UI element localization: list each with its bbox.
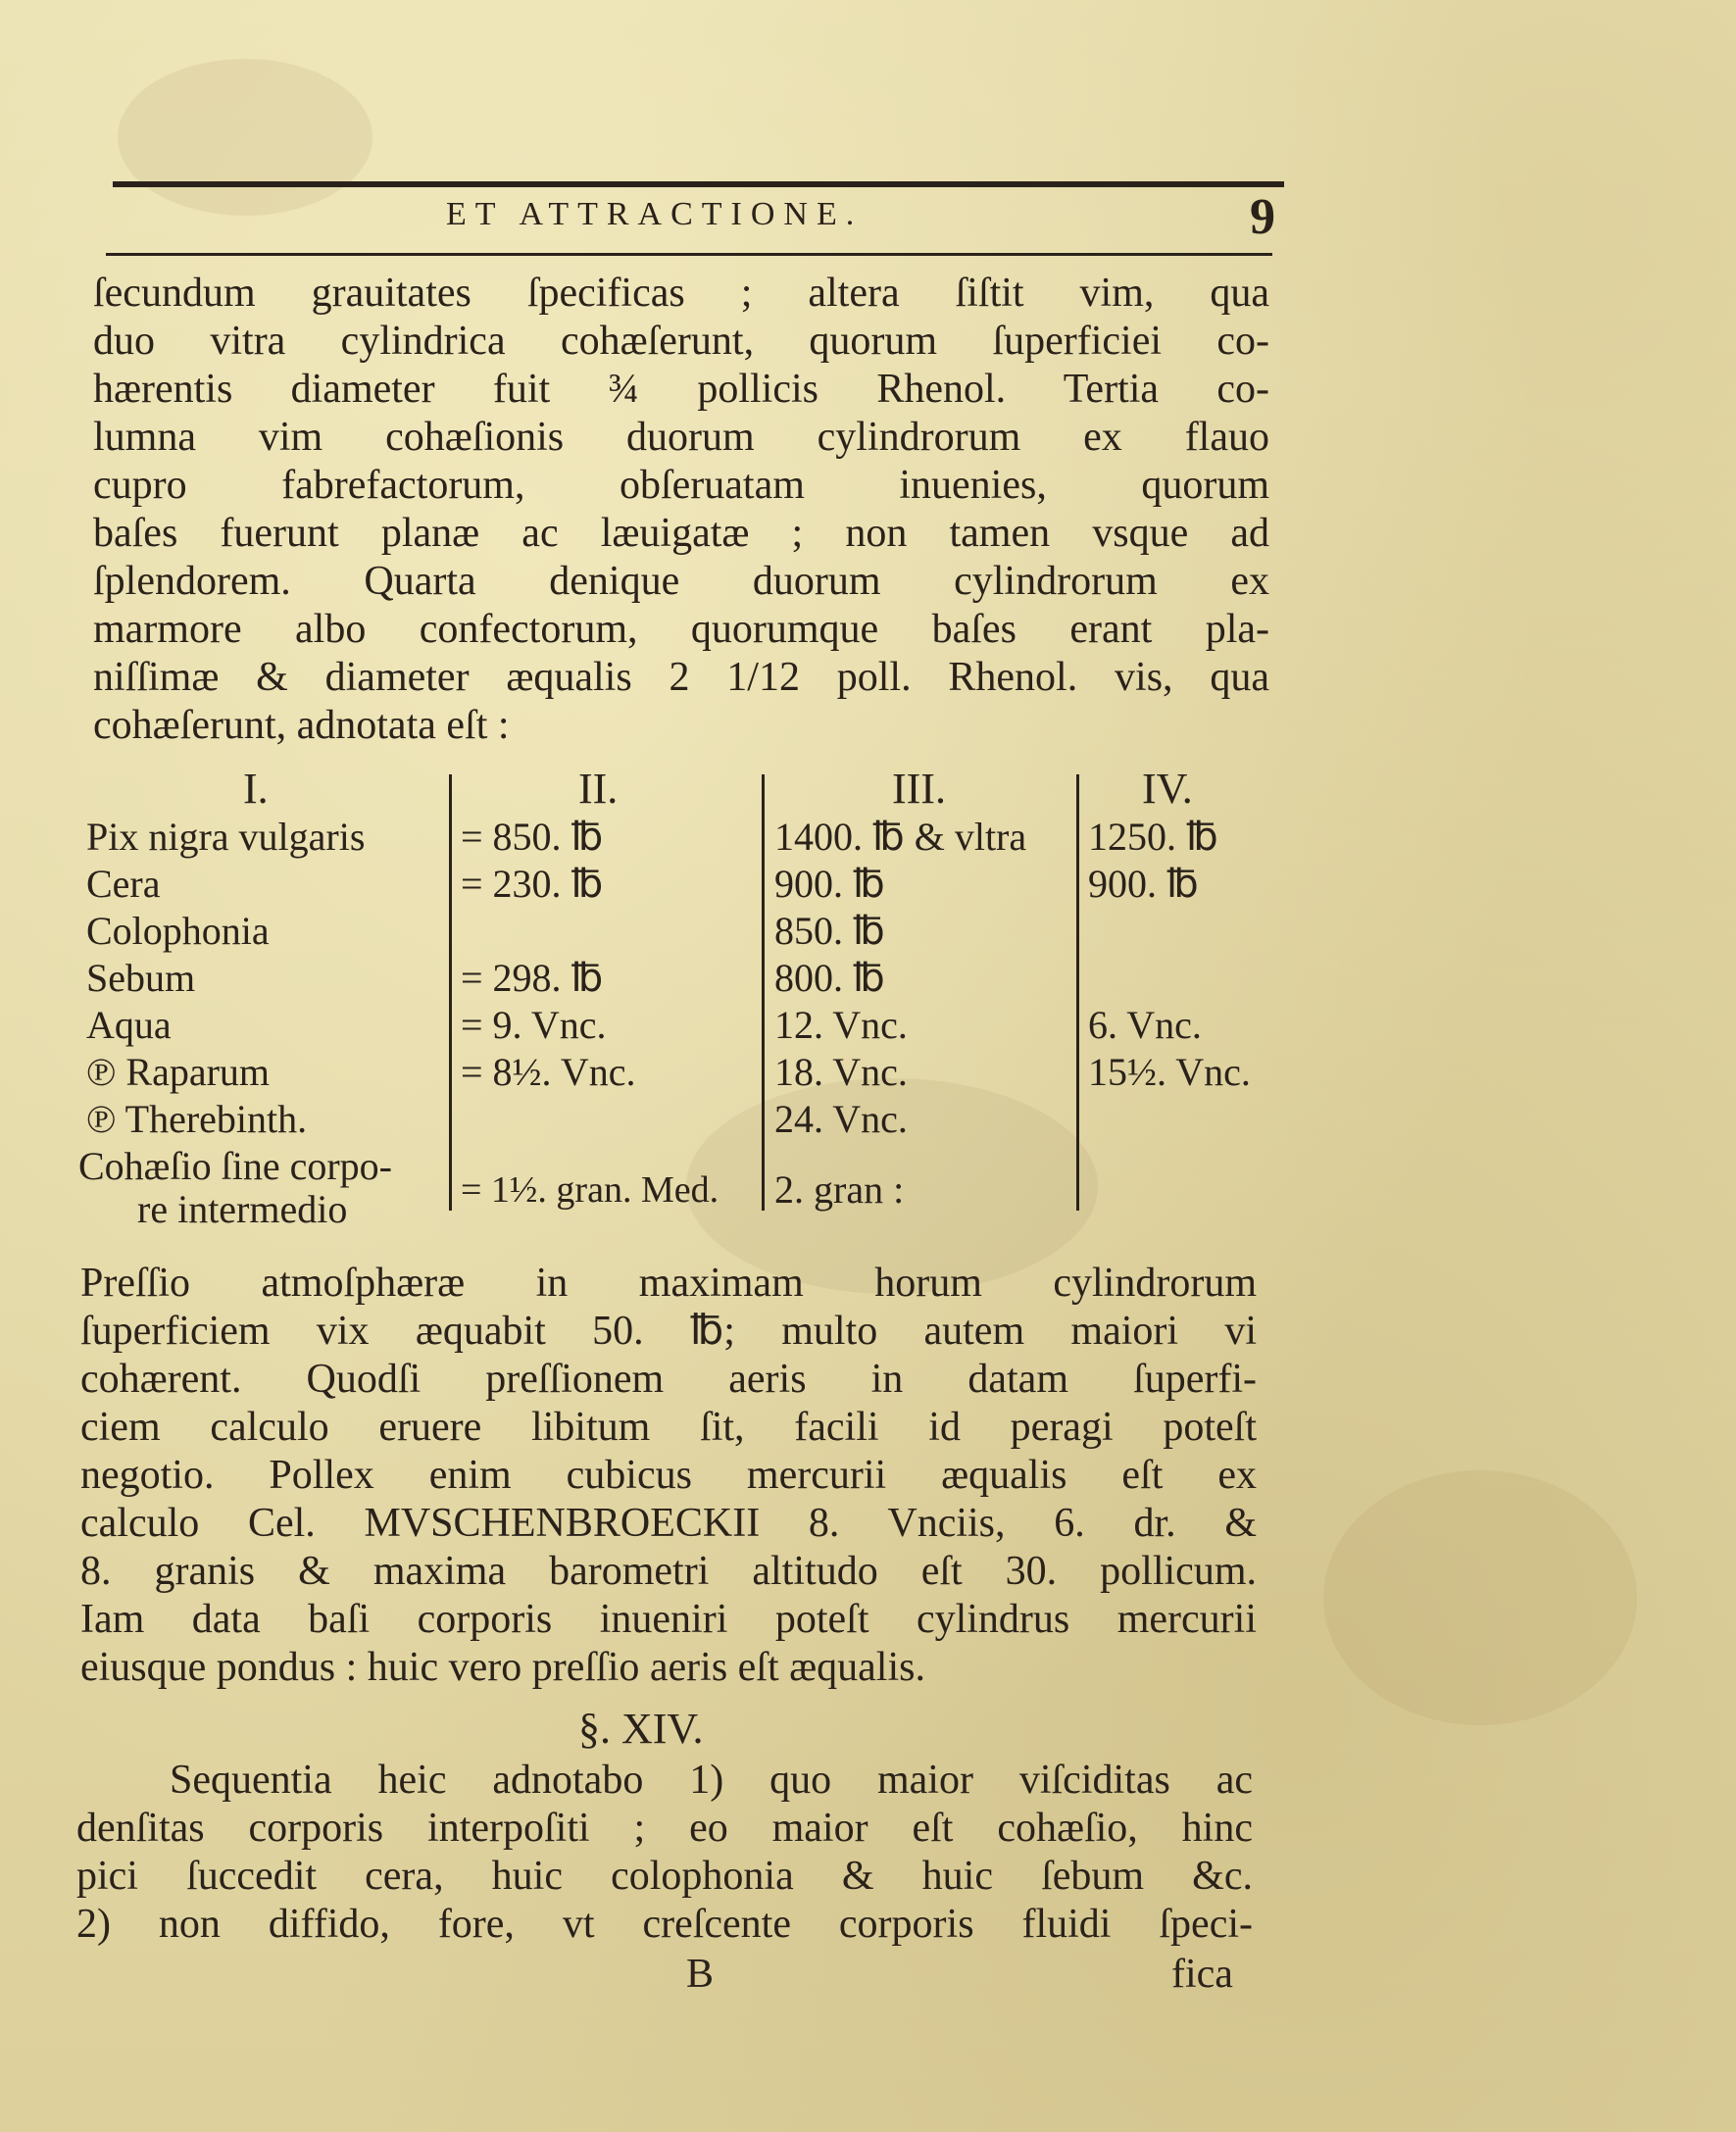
paper-stain <box>118 59 372 216</box>
text-line: calculo Cel. MVSCHENBROECKII 8. Vnciis, 6. dr. & <box>80 1501 1257 1546</box>
table-cell: 2. gran : <box>774 1167 905 1212</box>
section-title: §. XIV. <box>578 1705 704 1753</box>
table-cell: Aqua <box>86 1003 172 1047</box>
table-cell: = 298. ℔ <box>461 956 604 1000</box>
table-cell: Cera <box>86 862 161 906</box>
paragraph-1 <box>93 270 1269 750</box>
header-bottom-rule <box>106 253 1272 256</box>
text-line: Sequentia heic adnotabo 1) quo maior viſciditas ac <box>170 1758 1253 1803</box>
signature-mark: B <box>686 1952 715 1997</box>
table-cell: ℗ Raparum <box>86 1050 271 1094</box>
paragraph-3 <box>76 1757 1253 1949</box>
table-cell: Sebum <box>86 956 196 1000</box>
column-header: III. <box>892 765 946 813</box>
text-line: denſitas corporis interpoſiti ; eo maior eſt cohæſio, hinc <box>76 1806 1253 1851</box>
table-cell: = 1½. gran. Med. <box>461 1169 719 1211</box>
table-cell: 1400. ℔ & vltra <box>774 815 1027 859</box>
text-line: ſplendorem. Quarta denique duorum cylindrorum ex <box>93 559 1269 604</box>
table-cell: re intermedio <box>137 1187 348 1231</box>
table-cell: ℗ Therebinth. <box>86 1097 308 1141</box>
text-line: lumna vim cohæſionis duorum cylindrorum ex flauo <box>93 415 1269 460</box>
text-line: hærentis diameter fuit ¾ pollicis Rhenol. Tertia co- <box>93 367 1269 412</box>
text-line: ſuperficiem vix æquabit 50. ℔; multo autem maiori vi <box>80 1309 1257 1354</box>
column-rule <box>1076 774 1079 1211</box>
text-line: Iam data baſi corporis inueniri poteſt cylindrus mercurii <box>80 1597 1257 1642</box>
column-rule <box>762 774 765 1211</box>
column-header: IV. <box>1142 765 1193 813</box>
table-cell: Cohæſio ſine corpo- <box>78 1144 392 1188</box>
text-line: cupro fabrefactorum, obſeruatam inuenies, quorum <box>93 463 1269 508</box>
table-cell: 12. Vnc. <box>774 1003 908 1047</box>
table-cell: 900. ℔ <box>1088 862 1199 906</box>
table-cell: 800. ℔ <box>774 956 885 1000</box>
paragraph-2 <box>80 1260 1257 1692</box>
column-rule <box>449 774 452 1211</box>
table-cell: = 850. ℔ <box>461 815 604 859</box>
table-cell: 24. Vnc. <box>774 1097 908 1141</box>
text-line: 2) non diffido, fore, vt creſcente corporis fluidi ſpeci- <box>76 1902 1253 1947</box>
text-line: niſſimæ & diameter æqualis 2 1/12 poll. Rhenol. vis, qua <box>93 655 1269 700</box>
page-number: 9 <box>1250 189 1275 245</box>
header-top-rule <box>113 181 1284 187</box>
text-line: ſecundum grauitates ſpecificas ; altera ſiſtit vim, qua <box>93 271 1269 316</box>
table-cell: = 230. ℔ <box>461 862 604 906</box>
running-title: ET ATTRACTIONE. <box>446 196 864 232</box>
table-cell: 900. ℔ <box>774 862 885 906</box>
table-cell: 18. Vnc. <box>774 1050 908 1094</box>
table-cell: 6. Vnc. <box>1088 1003 1202 1047</box>
table-cell: = 9. Vnc. <box>461 1003 607 1047</box>
catchword: fica <box>1171 1952 1233 1997</box>
table-cell: Pix nigra vulgaris <box>86 815 366 859</box>
cohesion-table <box>78 765 1265 1235</box>
text-line: duo vitra cylindrica cohæſerunt, quorum ſuperficiei co- <box>93 319 1269 364</box>
table-cell: 15½. Vnc. <box>1088 1050 1251 1094</box>
text-line: eiusque pondus : huic vero preſſio aeris eſt æqualis. <box>80 1645 925 1690</box>
table-cell: = 8½. Vnc. <box>461 1050 636 1094</box>
text-line: baſes fuerunt planæ ac læuigatæ ; non tamen vsque ad <box>93 511 1269 556</box>
table-cell: Colophonia <box>86 909 270 953</box>
text-line: Preſſio atmoſphæræ in maximam horum cylindrorum <box>80 1261 1257 1306</box>
text-line: marmore albo confectorum, quorumque baſes erant pla- <box>93 607 1269 652</box>
table-cell: 850. ℔ <box>774 909 885 953</box>
text-line: cohæſerunt, adnotata eſt : <box>93 703 510 748</box>
table-cell: 1250. ℔ <box>1088 815 1218 859</box>
text-line: 8. granis & maxima barometri altitudo eſt 30. pollicum. <box>80 1549 1257 1594</box>
paper-stain <box>1323 1470 1637 1725</box>
column-header: II. <box>578 765 619 813</box>
column-header: I. <box>243 765 269 813</box>
running-head <box>108 189 1284 251</box>
text-line: pici ſuccedit cera, huic colophonia & huic ſebum &c. <box>76 1854 1253 1899</box>
text-line: cohærent. Quodſi preſſionem aeris in datam ſuperfi- <box>80 1357 1257 1402</box>
text-line: ciem calculo eruere libitum ſit, facili id peragi poteſt <box>80 1405 1257 1450</box>
text-line: negotio. Pollex enim cubicus mercurii æqualis eſt ex <box>80 1453 1257 1498</box>
